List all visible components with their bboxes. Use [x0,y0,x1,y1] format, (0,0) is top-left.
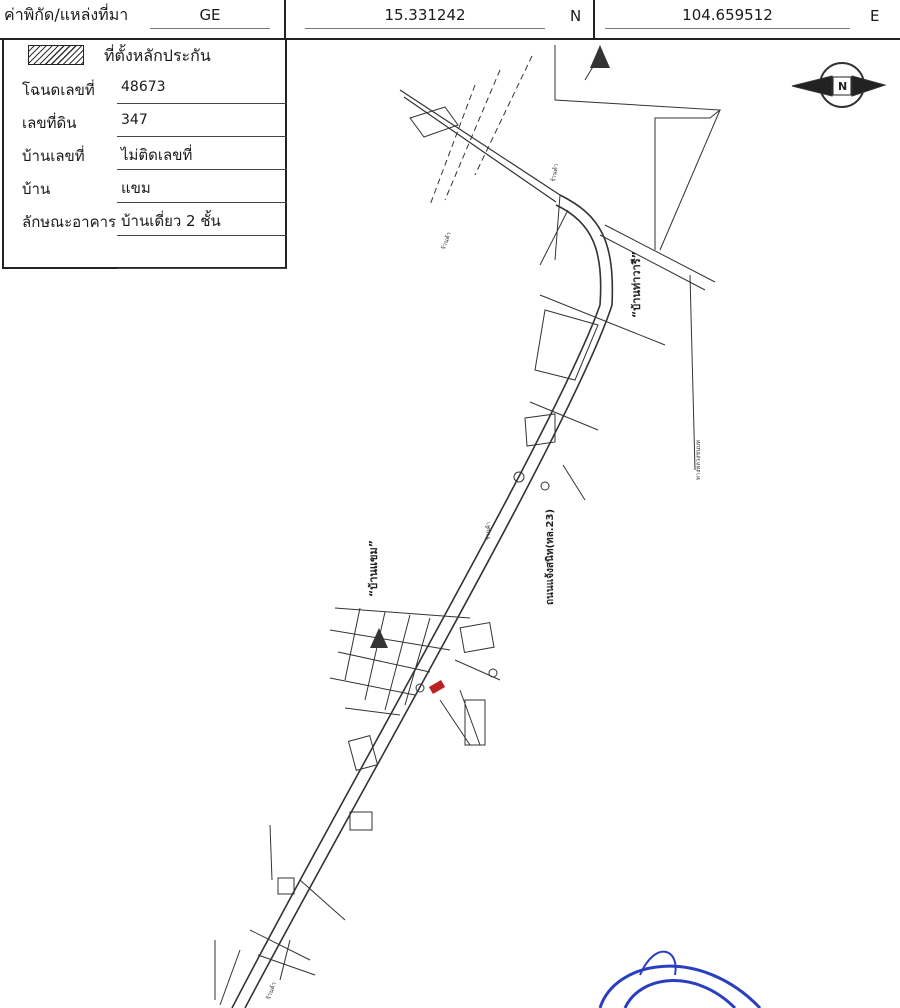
building-type-label: ลักษณะอาคาร [22,213,117,231]
village-value: แขม [117,171,287,203]
longitude-value: 104.659512 [605,6,850,29]
deed-number-label: โฉนดเลขที่ [22,81,95,99]
svg-text:ร้านค้า: ร้านค้า [440,231,454,251]
village-label-khaem: “บ้านแขม” [367,540,380,597]
svg-text:ร้านค้า: ร้านค้า [485,521,492,540]
svg-text:ร้านค้า: ร้านค้า [550,163,561,183]
legend-title: ที่ตั้งหลักประกัน [104,46,211,65]
village-label-tha-wari: “บ้านท่าวารี” [630,251,643,318]
legend-row-building-type [4,204,289,237]
village-label: บ้าน [22,180,51,198]
collateral-marker-icon [429,680,445,694]
legend-row-house-number [4,138,289,171]
svg-text:ร้านค้า: ร้านค้า [265,981,279,1001]
official-stamp-icon [600,952,760,1008]
legend-row-blank [4,237,289,270]
legend-row-village [4,171,289,204]
svg-text:ทางหลวงชนบท: ทางหลวงชนบท [695,439,702,480]
legend-box [2,40,287,269]
building-type-value: บ้านเดี่ยว 2 ชั้น [117,204,287,236]
land-number-label: เลขที่ดิน [22,114,77,132]
blank-line [117,237,287,269]
latitude-direction: N [570,7,582,25]
legend-row-land-number [4,105,289,138]
hatch-swatch-icon [28,45,84,65]
source-value: GE [150,6,270,29]
legend-row-deed-number [4,72,289,105]
latitude-value: 15.331242 [305,6,545,29]
house-number-value: ไม่ติดเลขที่ [117,138,287,170]
longitude-direction: E [870,7,880,25]
house-number-label: บ้านเลขที่ [22,147,85,165]
compass-letter: N [838,80,848,93]
source-label: ค่าพิกัด/แหล่งที่มา [4,5,129,24]
deed-number-value: 48673 [117,72,287,104]
main-road-label: ถนนแจ้งสนิท(ทล.23) [545,508,556,605]
land-number-value: 347 [117,105,287,137]
